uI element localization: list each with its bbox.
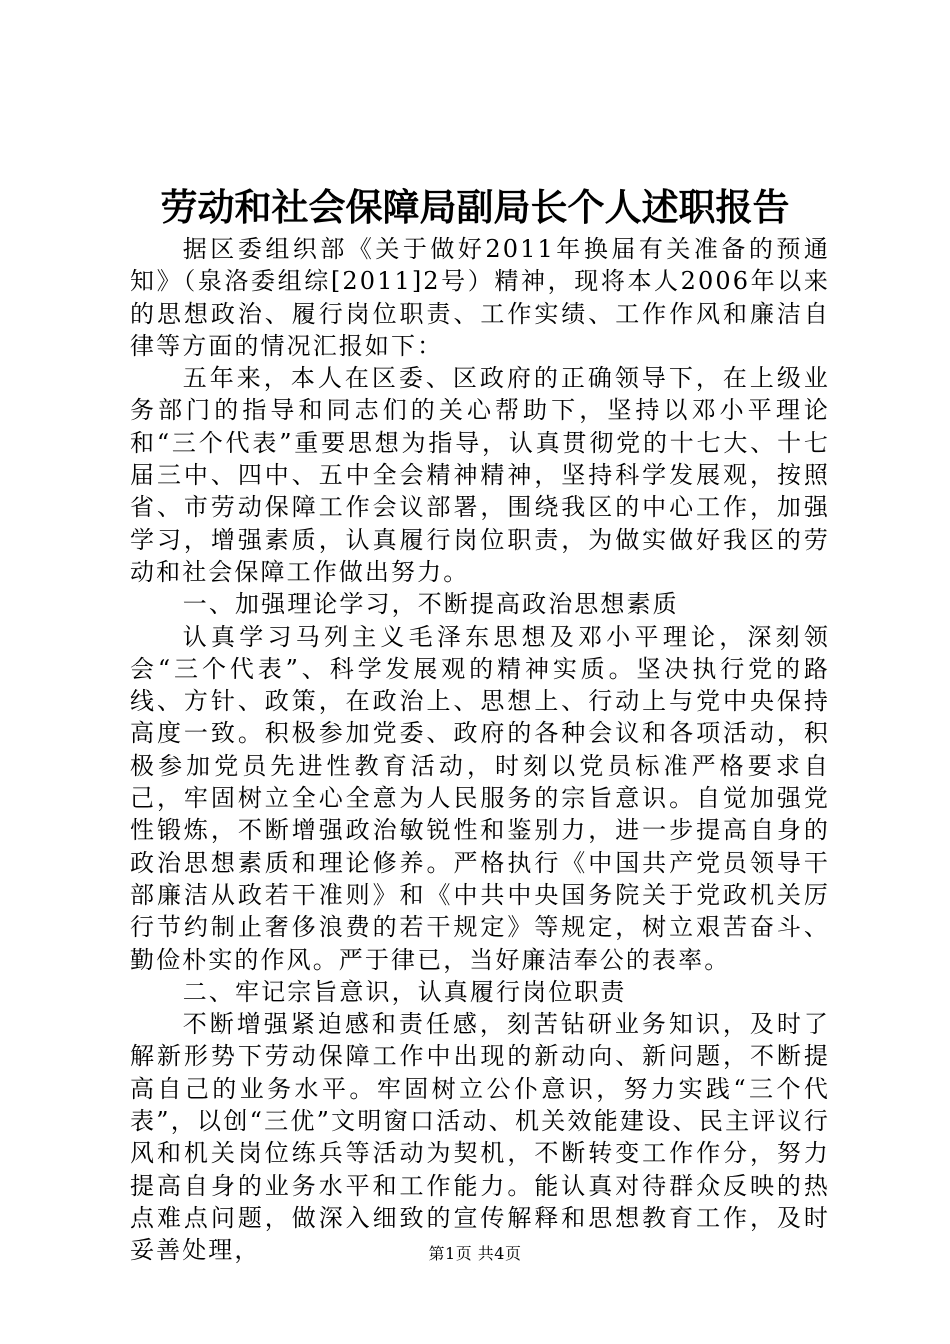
document-title: 劳动和社会保障局副局长个人述职报告 bbox=[160, 185, 790, 229]
paragraph-section-2: 不断增强紧迫感和责任感，刻苦钻研业务知识，及时了解新形势下劳动保障工作中出现的新动向、新问题，不断提高自己的业务水平。牢固树立公仆意识，努力实践“三个代表”，以创“三优”文明窗口活动、机关效能建设、民主评议行风和机关岗位练兵等活动为契机，不断转变工作作分，努力提高自身的业务水平和工作能力。能认真对待群众反映的热点难点问题，做深入细致的宣传解释和思想教育工作，及时妥善处理， bbox=[130, 1010, 830, 1265]
page-number-footer: 第1页 共4页 bbox=[428, 1244, 522, 1263]
document-body bbox=[130, 233, 830, 1267]
section-heading-1: 一、加强理论学习，不断提高政治思想素质 bbox=[182, 590, 679, 619]
paragraph-overview: 五年来，本人在区委、区政府的正确领导下，在上级业务部门的指导和同志们的关心帮助下，坚持以邓小平理论和“三个代表”重要思想为指导，认真贯彻党的十七大、十七届三中、四中、五中全会精神精神，坚持科学发展观，按照省、市劳动保障工作会议部署，围绕我区的中心工作，加强学习，增强素质，认真履行岗位职责，为做实做好我区的劳动和社会保障工作做出努力。 bbox=[130, 364, 830, 586]
paragraph-intro: 据区委组织部《关于做好2011年换届有关准备的预通知》（泉洛委组综[2011]2号）精神，现将本人2006年以来的思想政治、履行岗位职责、工作实绩、工作作风和廉洁自律等方面的情况汇报如下： bbox=[130, 235, 830, 360]
section-heading-2: 二、牢记宗旨意识，认真履行岗位职责 bbox=[182, 977, 627, 1006]
paragraph-section-1: 认真学习马列主义毛泽东思想及邓小平理论，深刻领会“三个代表”、科学发展观的精神实质。坚决执行党的路线、方针、政策，在政治上、思想上、行动上与党中央保持高度一致。积极参加党委、政府的各种会议和各项活动，积极参加党员先进性教育活动，时刻以党员标准严格要求自己，牢固树立全心全意为人民服务的宗旨意识。自觉加强党性锻炼，不断增强政治敏锐性和鉴别力，进一步提高自身的政治思想素质和理论修养。严格执行《中国共产党员领导干部廉洁从政若干准则》和《中共中央国务院关于党政机关厉行节约制止奢侈浪费的若干规定》等规定，树立艰苦奋斗、勤俭朴实的作风。严于律已，当好廉洁奉公的表率。 bbox=[130, 622, 830, 974]
